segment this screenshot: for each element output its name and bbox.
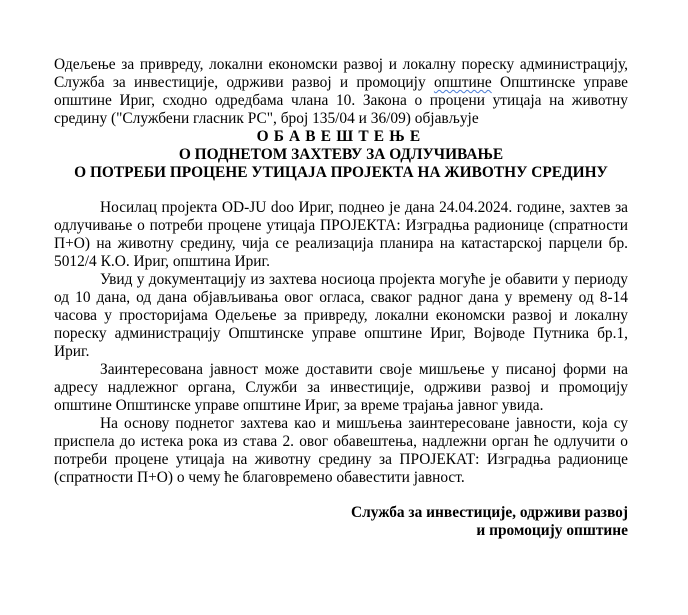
heading-title: ОБАВЕШТЕЊЕ: [256, 128, 426, 145]
paragraph-project-request: Носилац пројекта OD-JU doo Ириг, поднео је дана 24.04.2024. године, захтев за одлучивање о потреби процене утицаја ПРОЈЕКТА: Изградња радионице (спратности П+О) на животну средину, чија се реализација планира на катастарској парцели бр. 5012/4 К.О. Ириг, општина Ириг.: [54, 199, 628, 270]
paragraph-document-review: Увид у документацију из захтева носиоца пројекта могуће је обавити у периоду од 10 дана, од дана објављивања овог огласа, сваког радног дана у времену од 8-14 часова у просторијама Одељење за привреду, локални економски развој и локалну пореску администрацију Општинске управе општине Ириг, Војводе Путника бр.1, Ириг.: [54, 271, 628, 360]
paragraph-decision: На основу поднетог захтева као и мишљења заинтересоване јавности, која су приспела до истека рока из става 2. овог обавештења, надлежни орган ће одлучити о потреби процене утицаја на животну средину за ПРОЈЕКАТ: Изградња радионице (спратности П+О) о чему ће благовремено обавестити јавност.: [54, 415, 628, 486]
intro-paragraph: [54, 56, 628, 128]
signature-block: [54, 504, 628, 540]
document-page: [54, 56, 628, 540]
paragraph-public-opinion: Заинтересована јавност може доставити своје мишљење у писаној форми на адресу надлежног органа, Служби за инвестиције, одрживи развој и промоцију општине Општинске управе општине Ириг, за време трајања јавног увида.: [54, 361, 628, 414]
signature-line-1: Служба за инвестиције, одрживи развој: [351, 504, 628, 521]
spellcheck-underlined-word: општине: [433, 74, 492, 91]
heading-subtitle-1: О ПОДНЕТОМ ЗАХТЕВУ ЗА ОДЛУЧИВАЊЕ: [178, 146, 504, 163]
intro-text-part1: Одељење за привреду, локални економски развој и локалну пореску администрацију, Служба за инвестиције, одрживи развој и промоцију: [54, 56, 628, 91]
notice-heading: [54, 128, 628, 182]
signature-line-2: и промоцију општине: [476, 522, 628, 539]
heading-subtitle-2: О ПОТРЕБИ ПРОЦЕНЕ УТИЦАЈА ПРОЈЕКТА НА ЖИВОТНУ СРЕДИНУ: [74, 164, 608, 181]
intro-text-part2: Општинске управе општине Ириг, сходно одредбама члана 10. Закона о процени утицаја на животну средину ("Службени гласник РС", број 135/04 и 36/09) објављује: [54, 74, 628, 127]
